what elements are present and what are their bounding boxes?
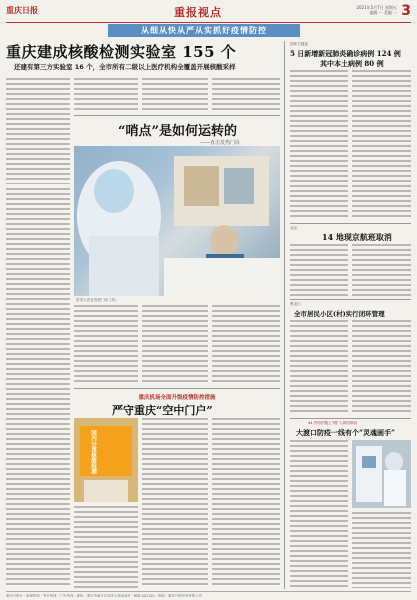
right-bottom-col-b <box>352 512 411 588</box>
feature-col-1 <box>74 305 138 385</box>
main-story-col-1 <box>6 78 70 184</box>
main-story-col-2 <box>74 78 138 112</box>
airport-col-0 <box>74 506 138 588</box>
airport-sign: 国内分流核酸检测 <box>90 430 96 474</box>
column-divider <box>284 41 285 589</box>
page-number: 3 <box>401 3 411 19</box>
photo-illustration <box>74 146 280 296</box>
right-top-col-a <box>290 70 348 220</box>
feature-headline: “哨点”是如何运转的 <box>118 124 237 139</box>
right-bottom-col-a <box>290 440 348 588</box>
feature-col-3 <box>212 305 280 385</box>
newspaper-logo: 重庆日报 <box>6 6 38 15</box>
main-subhead: 还建有第三方实验室 16 个，全市所有二级以上医疗机构全覆盖开展核酸采样 <box>14 63 236 71</box>
divider <box>74 115 280 116</box>
airport-col-2 <box>212 418 280 588</box>
left-col-body <box>6 188 70 588</box>
right-top-kicker: 国家卫健委： <box>290 42 312 46</box>
right-top-headline: 5 日新增新冠肺炎确诊病例 124 例 <box>290 49 401 58</box>
right-top-col-b <box>352 70 411 220</box>
right-mid2-col-a <box>290 320 348 415</box>
main-story-col-3 <box>142 78 208 112</box>
right-mid2-headline: 全市居民小区(村)实行闭环管理 <box>294 310 385 318</box>
masthead <box>6 3 411 23</box>
feature-subhead: ——直击发热门诊 <box>200 140 241 146</box>
main-headline: 重庆建成核酸检测实验室 155 个 <box>6 43 237 61</box>
right-mid-kicker: 北京： <box>290 226 301 230</box>
airport-kicker: 重庆机场全面升级疫情防控措施 <box>138 395 216 401</box>
date-block <box>356 5 397 15</box>
editor-line: 编辑 ··· 美编 ··· <box>369 10 397 15</box>
right-mid2-kicker: 黑龙江： <box>290 302 305 306</box>
right-bottom-headline: 大渡口防疫一线有个“灵魂画手” <box>296 428 396 437</box>
airport-illustration <box>74 418 138 502</box>
topic-banner: 从细从快从严从实抓好疫情防控 <box>108 24 300 37</box>
divider <box>290 223 411 224</box>
date-line: 2021年5月7日 星期五 <box>356 5 397 10</box>
main-story-col-4 <box>212 78 280 112</box>
right-top-headline-2: 其中本土病例 80 例 <box>320 59 384 68</box>
right-mid-col-b <box>352 244 411 296</box>
painter-illustration <box>352 440 411 508</box>
right-mid2-col-b <box>352 320 411 415</box>
feature-col-2 <box>142 305 208 385</box>
divider <box>74 388 280 389</box>
page-footer: 重庆日报社 · 新闻热线 · 发行热线 · 广告热线 · 地址：重庆市渝北区同茂大道416号 · 邮编 401120 · 印刷：重庆日报印务有限公司 <box>6 591 411 597</box>
airport-col-1 <box>142 418 208 588</box>
right-mid-headline: 14 地现京航班取消 <box>322 232 392 242</box>
fever-clinic-photo <box>74 146 280 296</box>
section-title: 重报视点 <box>174 6 222 19</box>
painter-photo <box>352 440 411 508</box>
right-mid-col-a <box>290 244 348 296</box>
airport-photo <box>74 418 138 502</box>
photo-caption: 医务人员在发热门诊工作。 <box>76 298 120 302</box>
divider <box>290 418 411 419</box>
divider <box>290 299 411 300</box>
airport-headline: 严守重庆“空中门户” <box>112 404 213 417</box>
right-bottom-kicker: 44 件防护服上“晒”入群防群治 <box>308 421 357 425</box>
